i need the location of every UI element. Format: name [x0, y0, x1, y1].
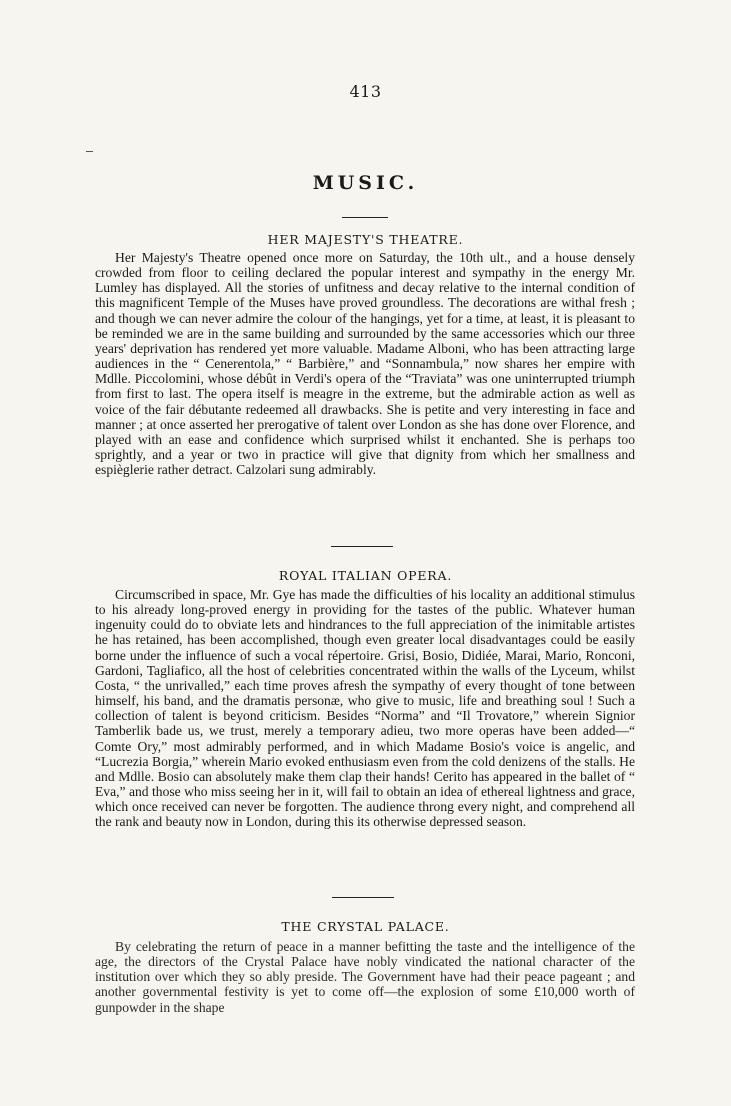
title-rule — [342, 217, 388, 218]
article-body-crystal-palace: By celebrating the return of peace in a manner befitting the taste and the intelligence of the age, the directors of the Crystal Palace have nobly vindicated the national character of the institution over which they so ably preside. The Government have had their peace pageant ; and another governmental festivity is yet to come off—the explosion of some £10,000 worth of gunpowder in the shape — [95, 939, 635, 1015]
section-title: MUSIC. — [312, 172, 419, 194]
article-body-royal-italian-opera: Circumscribed in space, Mr. Gye has made the difficulties of his locality an additional stimulus to his already long-proved energy in providing for the tastes of the public. Whatever human ingenuity could do to obviate lets and hindrances to the full appreciation of the inimitable artistes he has retained, has been accomplished, though even greater local disadvantages could be easily borne under the influence of such a vocal répertoire. Grisi, Bosio, Didiée, Marai, Mario, Ronconi, Gardoni, Tagliafico, all the host of celebrities concentrated within the walls of the Lyceum, whilst Costa, “ the unrivalled,” each time proves afresh the sympathy of every thought of tone between himself, his band, and the dramatis personæ, who give to music, life and breathing soul ! Such a collection of talent is beyond criticism. Besides “Norma” and “Il Trovatore,” wherein Signior Tamberlik bade us, we trust, merely a temporary adieu, two more operas have been added—“ Comte Ory,” most admirably performed, and in which Madame Bosio's voice is angelic, and “Lucrezia Borgia,” wherein Mario evoked enthusiasm even from the cold denizens of the stalls. He and Mdlle. Bosio can absolutely make them clap their hands! Cerito has appeared in the ballet of “ Eva,” and those who miss seeing her in it, will fail to obtain an idea of ethereal lightness and grace, which once received can never be forgotten. The audience throng every night, and comprehend all the rank and beauty now in London, during this its otherwise depressed season. — [95, 587, 635, 830]
stray-mark — [86, 151, 93, 152]
article-heading-crystal-palace: THE CRYSTAL PALACE. — [281, 919, 450, 934]
article-heading-her-majestys-theatre: HER MAJESTY'S THEATRE. — [267, 232, 464, 247]
article-heading-royal-italian-opera: ROYAL ITALIAN OPERA. — [278, 568, 453, 583]
divider-rule-1 — [331, 546, 393, 547]
page-number: 413 — [349, 82, 382, 101]
divider-rule-2 — [332, 897, 394, 898]
article-body-her-majestys-theatre: Her Majesty's Theatre opened once more on Saturday, the 10th ult., and a house densely crowded from floor to ceiling declared the popular interest and sympathy in the energy Mr. Lumley has displayed. All the stories of unfitness and decay relative to the internal condition of this magnificent Temple of the Muses have proved groundless. The decorations are withal fresh ; and though we can never admire the colour of the hangings, yet for a time, at least, it is pleasant to be reminded we are in the same building and surrounded by the same accessories which our three years' deprivation has rendered yet more valuable. Madame Alboni, who has been attracting large audiences in the “ Cenerentola,” “ Barbière,” and “Sonnambula,” now shares her empire with Mdlle. Piccolomini, whose débût in Verdi's opera of the “Traviata” was one uninterrupted triumph from first to last. The opera itself is meagre in the extreme, but the admirable action as well as voice of the fair débutante redeemed all drawbacks. She is petite and very interesting in face and manner ; at once asserted her prerogative of talent over London as she has done over Florence, and played with an ease and confidence which surprised whilst it enchanted. She is perhaps too sprightly, and a year or two in practice will give that dignity from which her smallness and espièglerie rather detract. Calzolari sung admirably. — [95, 250, 635, 478]
